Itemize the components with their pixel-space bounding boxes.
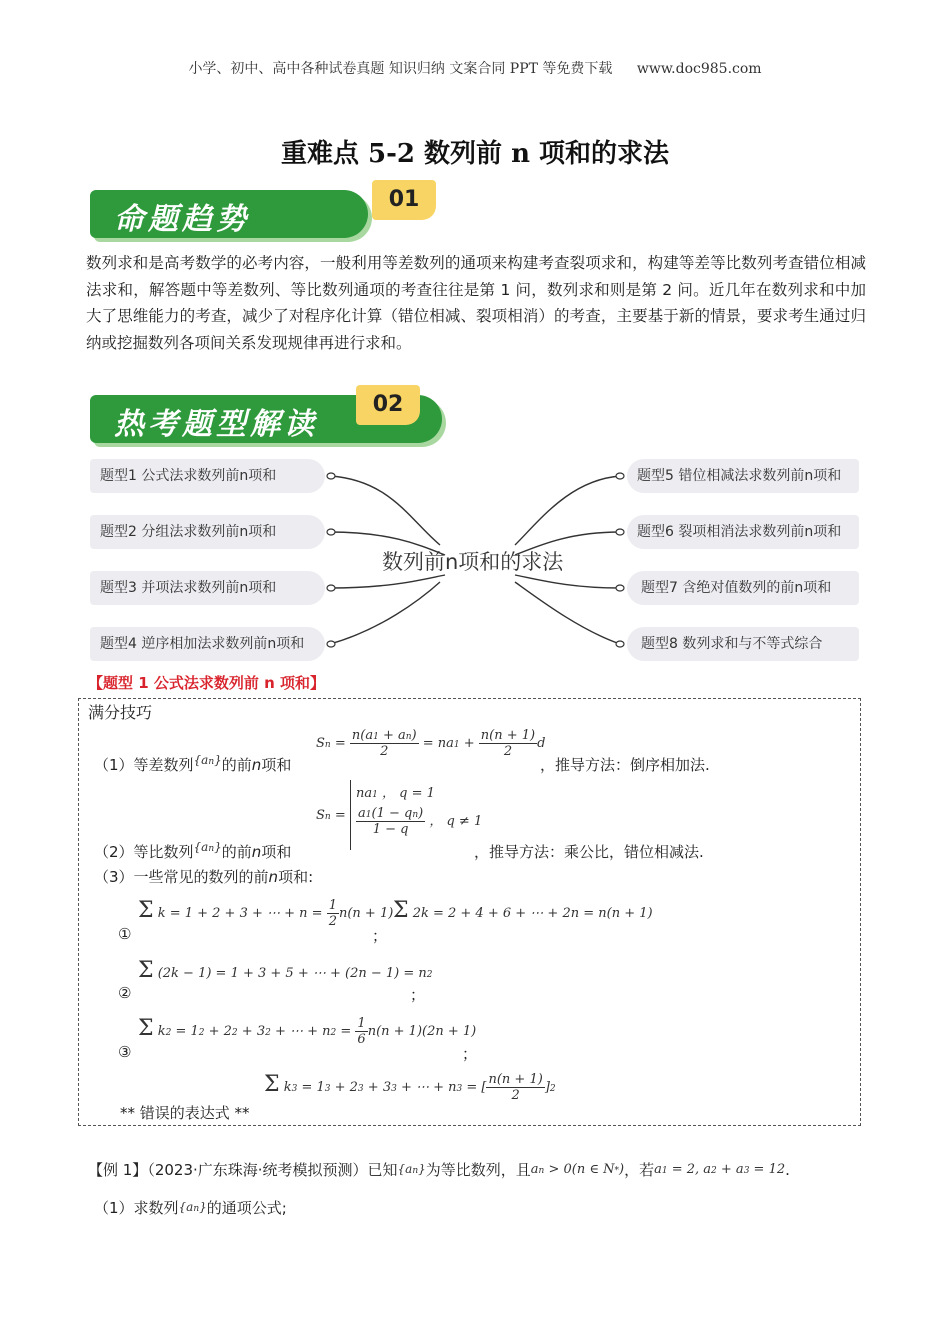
banner-hot-label: 热考题型解读: [114, 407, 318, 442]
example-question-1: [94, 1197, 287, 1218]
banner-trend-number: 01: [372, 180, 436, 220]
mindmap-node-type8: 题型8 数列求和与不等式综合: [627, 627, 859, 661]
example-end: .: [785, 1161, 790, 1179]
bad-expression: ** 错误的表达式 **: [120, 1104, 250, 1122]
example-q1-suf: 的通项公式;: [206, 1199, 287, 1217]
mindmap-center: 数列前n项和的求法: [382, 550, 564, 574]
tips-item3-text: （3）一些常见的数列的前: [94, 868, 269, 886]
tips-item2-mid: 的前: [221, 843, 252, 861]
tips-item1: [94, 754, 291, 775]
example-source: （2023·广东珠海·统考模拟预测）已知: [147, 1161, 398, 1179]
tips-item1-n: n: [251, 756, 262, 774]
marker-2: ②: [118, 984, 132, 1002]
arith-sum-formula: Sn = $\frac{n(a1 + an)}{2}$ = na1 + $\frac{n(n + 1)}{2}$ d: [316, 728, 546, 759]
mindmap-node-type6: 题型6 裂项相消法求数列前n项和: [627, 515, 859, 549]
given-values-formula: a1 = 2, a2 + a3 = 12: [654, 1162, 786, 1177]
mindmap-node-type5: 题型5 错位相减法求数列前n项和: [627, 459, 859, 493]
tips-item1-mid: 的前: [221, 756, 252, 774]
semi-3: ；: [462, 1045, 478, 1063]
marker-1: ①: [118, 925, 132, 943]
tips-heading: 满分技巧: [88, 703, 153, 722]
seq-an-example: {an}: [397, 1162, 426, 1176]
banner-trend: [90, 180, 420, 242]
section-type1-title: 【题型 1 公式法求数列前 n 项和】: [88, 674, 326, 692]
example-mid2: ，若: [624, 1161, 655, 1179]
seq-an-q1: {an}: [178, 1200, 207, 1214]
trend-paragraph: 数列求和是高考数学的必考内容，一般利用等差数列的通项来构建考查裂项求和，构建等差等比数列考查错位相减法求和，解答题中等差数列、等比数列通项的考查往往是第 1 问，数列求和则是第 2 问。近几年在数列求和中加大了思维能力的考查，减少了对程序化计算（错位相减、裂项相消）的考查，主要基于新的情景，要求考生通过归纳或挖掘数列各项间关系发现规律再进行求和。: [86, 254, 866, 352]
tips-item1-method: ，推导方法：倒序相加法.: [540, 756, 710, 774]
condition-formula: an > 0(n ∈ N*): [530, 1162, 625, 1177]
example-mid1: 为等比数列，且: [425, 1161, 531, 1179]
header-url: www.doc985.com: [636, 61, 762, 77]
semi-1: ；: [372, 927, 388, 945]
tips-item2-method: ，推导方法：乘公比，错位相减法.: [474, 843, 704, 861]
page-header: [0, 58, 950, 78]
seq-an-formula-2: {an}: [193, 840, 222, 854]
tips-item2-n: n: [251, 843, 262, 861]
tips-item3-suf: 项和:: [278, 868, 314, 886]
mindmap-node-type3: 题型3 并项法求数列前n项和: [90, 571, 325, 605]
sum-k-formula: Σ k = 1 + 2 + 3 + ⋯ + n = $\frac{1}{2}$ n(n + 1): [138, 898, 394, 929]
example-1: [88, 1159, 790, 1180]
header-left-text: 小学、初中、高中各种试卷真题 知识归纳 文案合同 PPT 等免费下载: [188, 61, 613, 77]
sum-2k-formula: Σ 2k = 2 + 4 + 6 + ⋯ + 2n = n(n + 1): [393, 898, 653, 923]
banner-hot-topics: [90, 385, 450, 447]
mindmap-node-type7: 题型7 含绝对值数列的前n项和: [627, 571, 859, 605]
tips-item2: [94, 841, 291, 862]
mindmap-node-type1: 题型1 公式法求数列前n项和: [90, 459, 325, 493]
tips-item3-n: n: [268, 868, 279, 886]
mindmap-node-type4: 题型4 逆序相加法求数列前n项和: [90, 627, 325, 661]
tips-item2-pre: （2）等比数列: [94, 843, 194, 861]
tips-item2-suf: 项和: [261, 843, 292, 861]
mindmap-node-type2: 题型2 分组法求数列前n项和: [90, 515, 325, 549]
page-title: 重难点 5-2 数列前 n 项和的求法: [280, 139, 670, 169]
example-label: 【例 1】: [88, 1161, 148, 1179]
example-q1-pre: （1）求数列: [94, 1199, 179, 1217]
semi-2: ；: [410, 986, 426, 1004]
tips-item3: [94, 866, 313, 887]
seq-an-formula: {an}: [193, 753, 222, 767]
sum-odd-formula: Σ (2k − 1) = 1 + 3 + 5 + ⋯ + (2n − 1) = n2: [138, 958, 433, 983]
marker-3: ③: [118, 1043, 132, 1061]
tips-item1-pre: （1）等差数列: [94, 756, 194, 774]
sum-cube-formula: Σ k3 = 13 + 23 + 33 + ⋯ + n3 = [ $\frac{n(n + 1)}{2}$ ]2: [264, 1072, 556, 1103]
banner-hot-number: 02: [356, 385, 420, 425]
banner-trend-label: 命题趋势: [114, 202, 250, 237]
sum-square-formula: Σ k2 = 12 + 22 + 32 + ⋯ + n2 = $\frac{1}{6}$ n(n + 1)(2n + 1): [138, 1016, 477, 1047]
tips-item1-suf: 项和: [261, 756, 292, 774]
